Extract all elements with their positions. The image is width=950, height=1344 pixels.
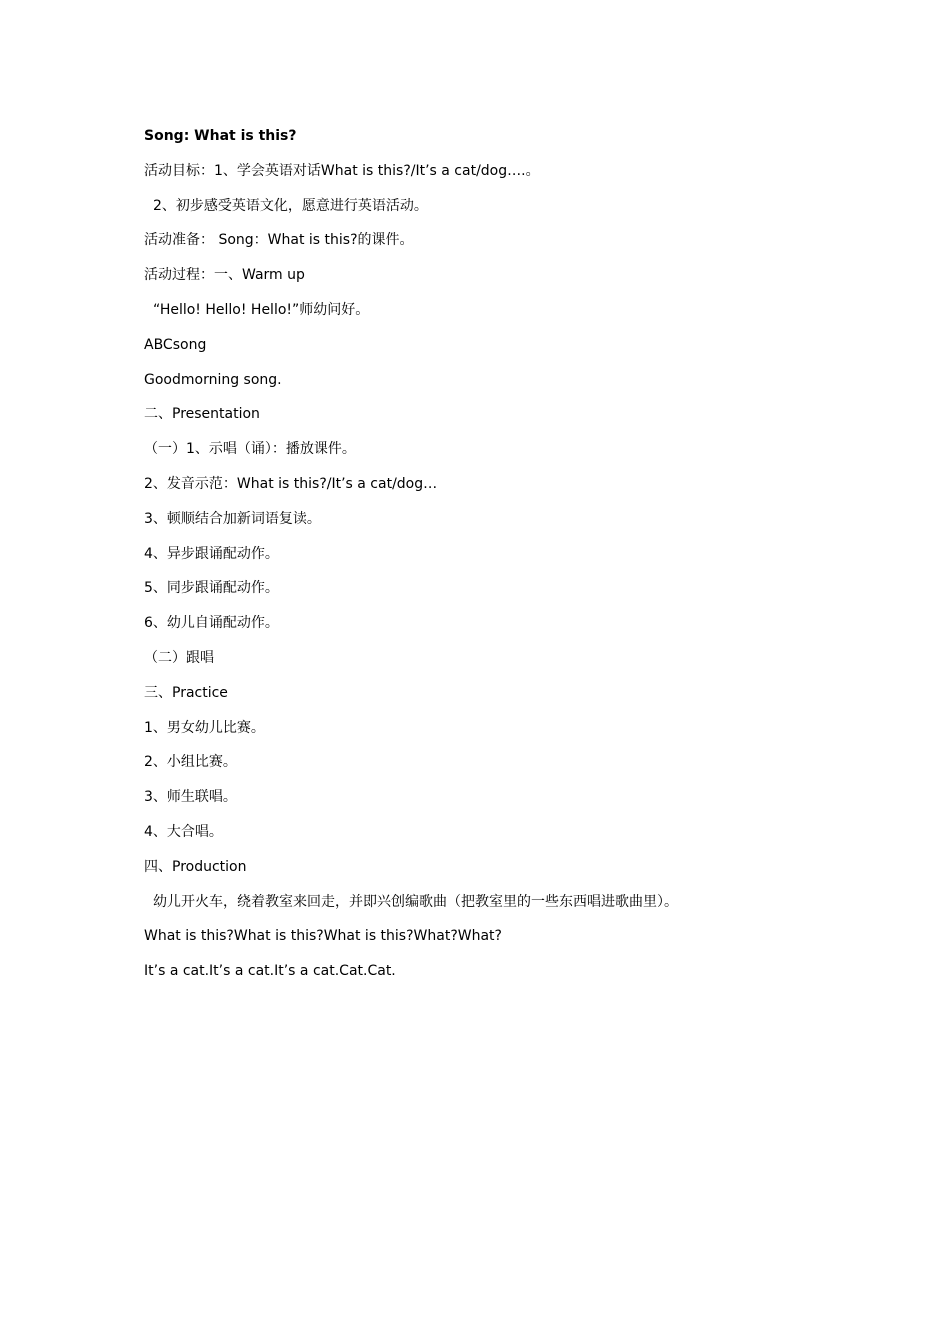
activity-goal-line: 活动目标：1、学会英语对话What is this?/It’s a cat/dog….。 (144, 162, 540, 179)
list-item: 1、男女幼儿比赛。 (144, 719, 265, 736)
production-description: 幼儿开火车，绕着教室来回走，并即兴创编歌曲（把教室里的一些东西唱进歌曲里）。 (153, 893, 678, 910)
list-item: 5、同步跟诵配动作。 (144, 580, 279, 597)
activity-process-line: 活动过程：一、Warm up (144, 267, 305, 284)
activity-prep-line: 活动准备： Song：What is this?的课件。 (144, 232, 414, 249)
greeting-line: “Hello! Hello! Hello!”师幼问好。 (153, 301, 370, 318)
list-item: 2、小组比赛。 (144, 754, 237, 771)
good-morning-song-line: Goodmorning song. (144, 371, 282, 388)
list-item: （一）1、示唱（诵）：播放课件。 (144, 441, 356, 458)
document-title: Song: What is this? (144, 128, 297, 144)
list-item: 2、发音示范：What is this?/It’s a cat/dog… (144, 475, 438, 492)
list-item: 3、师生联唱。 (144, 789, 237, 806)
list-item: 3、顿顺结合加新词语复读。 (144, 510, 321, 527)
list-item: 6、幼儿自诵配动作。 (144, 615, 279, 632)
abc-song-line: ABCsong (144, 336, 207, 353)
section-heading-production: 四、Production (144, 858, 247, 875)
document-page (144, 125, 824, 995)
list-item: 4、大合唱。 (144, 823, 223, 840)
activity-goal-line-2: 2、初步感受英语文化，愿意进行英语活动。 (153, 197, 428, 214)
section-heading-practice: 三、Practice (144, 684, 228, 701)
list-item: 4、异步跟诵配动作。 (144, 545, 279, 562)
sub-section-heading: （二）跟唱 (144, 649, 214, 666)
lyrics-line: It’s a cat.It’s a cat.It’s a cat.Cat.Cat. (144, 963, 396, 980)
section-heading-presentation: 二、Presentation (144, 406, 260, 423)
lyrics-line: What is this?What is this?What is this?What?What? (144, 928, 502, 945)
